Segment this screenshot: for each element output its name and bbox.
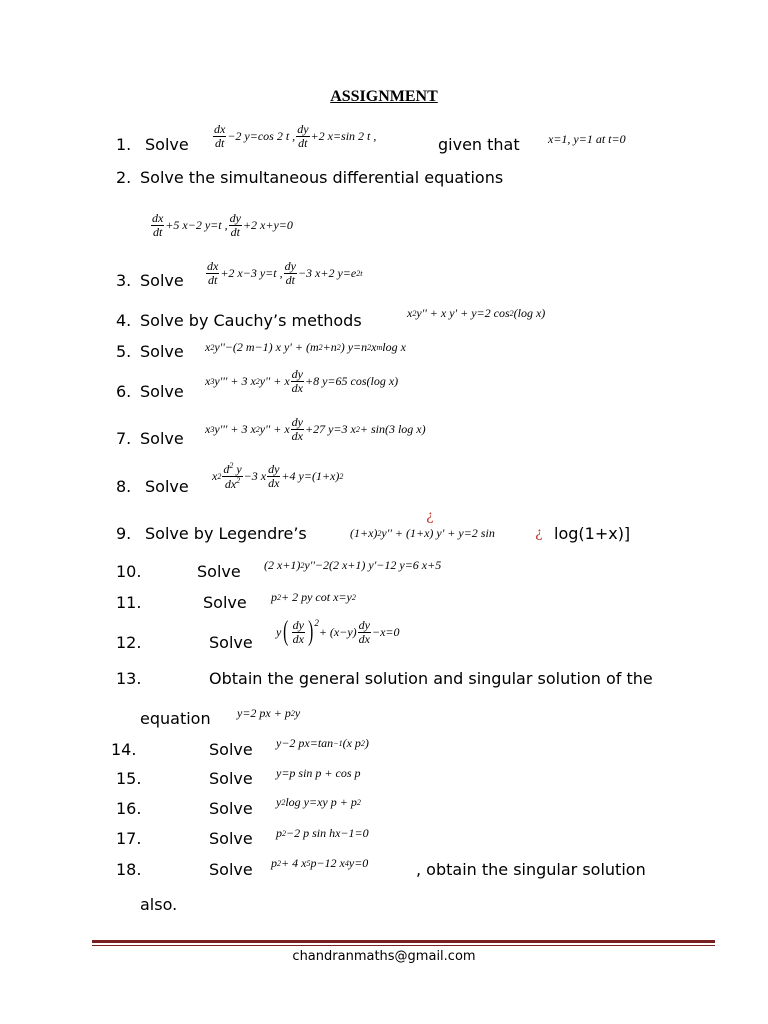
page-title: ASSIGNMENT — [330, 88, 438, 105]
item-7-number: 7. — [116, 429, 132, 448]
item-7-text: Solve — [140, 429, 184, 448]
item-16-text: Solve — [209, 799, 253, 818]
item-15-text: Solve — [209, 769, 253, 788]
item-15-number: 15. — [116, 769, 142, 788]
item-17-number: 17. — [116, 829, 142, 848]
item-9-glyph: ¿ — [535, 525, 543, 541]
item-14-equation: y−2 px=tan −1 (x p 2 ) — [276, 736, 369, 750]
item-10-equation: (2 x+1) 2 y''−2(2 x+1) y'−12 y=6 x+5 — [264, 558, 442, 572]
footer-rule-bottom — [92, 945, 715, 946]
item-5-number: 5. — [116, 342, 132, 361]
item-4-number: 4. — [116, 311, 132, 330]
item-2-equation: dx dt +5 x−2 y=t , dy dt +2 x+y=0 — [152, 211, 293, 239]
item-8-equation: x 2 $d^2$ y $dx^2$ −3 x dy dx +4 y=(1+x) 2 — [212, 461, 344, 491]
item-15-equation: y=p sin p + cos p — [276, 766, 361, 780]
item-14-text: Solve — [209, 740, 253, 759]
item-9-text: Solve by Legendre’s — [145, 524, 307, 543]
item-18-number: 18. — [116, 860, 142, 879]
item-6-equation: x 3 y''' + 3 x 2 y'' + x dy dx +8 y=65 cos(log x) — [205, 367, 399, 395]
item-3-number: 3. — [116, 271, 132, 290]
item-6-number: 6. — [116, 382, 132, 401]
item-8-number: 8. — [116, 477, 132, 496]
item-9-equation: (1+x) 2 y'' + (1+x) y' + y=2 sin — [350, 526, 495, 540]
item-11-number: 11. — [116, 593, 142, 612]
item-1-equation: dx dt −2 y=cos 2 t , dy dt +2 x=sin 2 t , — [214, 122, 377, 150]
item-12-equation: y ( dy dx ) 2 + (x−y) dy dx −x=0 — [276, 616, 400, 647]
item-13-text: Obtain the general solution and singular solution of the — [209, 669, 653, 688]
item-13-continuation: equation — [140, 709, 211, 728]
item-17-text: Solve — [209, 829, 253, 848]
item-4-equation: x 2 y'' + x y' + y=2 cos 2 (log x) — [407, 306, 546, 320]
item-5-equation: x 2 y''−(2 m−1) x y' + (m 2 +n 2 ) y=n 2 x m log x — [205, 340, 406, 354]
item-14-number: 14. — [111, 740, 137, 759]
item-5-text: Solve — [140, 342, 184, 361]
item-1-after: given that — [438, 135, 520, 154]
item-18-continuation: also. — [140, 895, 178, 914]
item-2-text: Solve the simultaneous differential equations — [140, 168, 504, 187]
item-16-equation: y 2 log y=xy p + p 2 — [276, 795, 361, 809]
item-3-equation: dx dt +2 x−3 y=t , dy dt −3 x+2 y=e 2t — [207, 259, 363, 287]
item-10-text: Solve — [197, 562, 241, 581]
item-13-number: 13. — [116, 669, 142, 688]
item-1-condition: x=1, y=1 at t=0 — [548, 132, 626, 146]
item-17-equation: p 2 −2 p sin hx−1=0 — [276, 826, 369, 840]
item-9-after: log(1+x)] — [554, 524, 631, 543]
footer-rule-top — [92, 940, 715, 943]
item-9-number: 9. — [116, 524, 132, 543]
item-18-equation: p 2 + 4 x 5 p−12 x 4 y=0 — [271, 856, 369, 870]
item-16-number: 16. — [116, 799, 142, 818]
item-4-text: Solve by Cauchy’s methods — [140, 311, 362, 330]
item-1-text: Solve — [145, 135, 189, 154]
item-18-text: Solve — [209, 860, 253, 879]
item-1-number: 1. — [116, 135, 132, 154]
item-10-number: 10. — [116, 562, 142, 581]
item-12-number: 12. — [116, 633, 142, 652]
item-7-equation: x 3 y''' + 3 x 2 y'' + x dy dx +27 y=3 x 2 + sin(3 log x) — [205, 415, 426, 443]
footer-email: chandranmaths@gmail.com — [292, 949, 476, 964]
item-3-text: Solve — [140, 271, 184, 290]
item-12-text: Solve — [209, 633, 253, 652]
item-2-number: 2. — [116, 168, 132, 187]
item-11-equation: p 2 + 2 py cot x=y 2 — [271, 590, 356, 604]
item-9-glyph-top: ¿ — [426, 508, 434, 524]
item-8-text: Solve — [145, 477, 189, 496]
item-18-after: , obtain the singular solution — [416, 860, 646, 879]
item-11-text: Solve — [203, 593, 247, 612]
item-6-text: Solve — [140, 382, 184, 401]
item-13-equation: y=2 px + p 2 y — [237, 706, 301, 720]
